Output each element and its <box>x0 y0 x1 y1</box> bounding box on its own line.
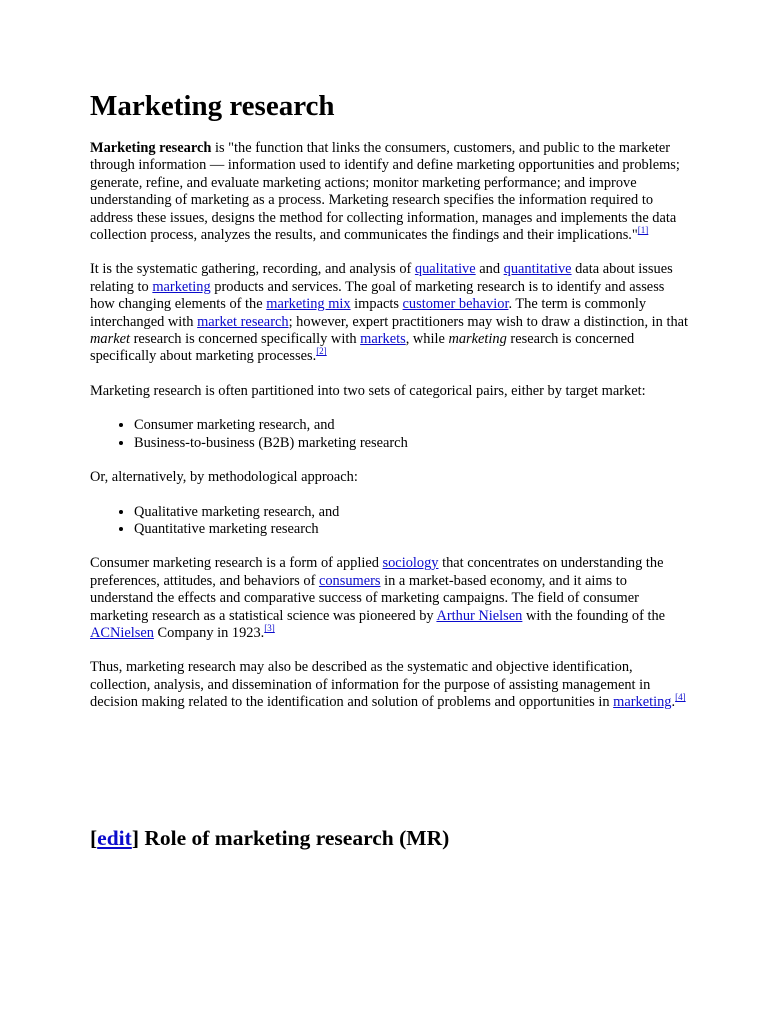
consumer-paragraph: Consumer marketing research is a form of applied sociology that concentrates on understanding the preferences, attitudes, and behaviors of consumers in a market-based economy, and it aims to understand the effects and comparative success of marketing campaigns. The field of consumer marketing research as a statistical science was pioneered by Arthur Nielsen with the founding of the ACNielsen Company in 1923.[3] <box>90 555 666 641</box>
methodology-list <box>90 504 690 539</box>
link-customer-behavior[interactable]: customer behavior <box>402 296 509 313</box>
list-item: • Quantitative marketing research <box>134 521 690 538</box>
term-bold: Marketing research <box>90 140 212 156</box>
link-markets[interactable]: markets <box>360 331 406 348</box>
target-market-list <box>90 417 690 452</box>
section-title: Role of marketing research (MR) <box>138 826 450 850</box>
link-quantitative[interactable]: quantitative <box>503 261 572 278</box>
link-marketing-2[interactable]: marketing <box>613 694 672 711</box>
method-paragraph: Or, alternatively, by methodological approach: <box>90 469 358 486</box>
intro-paragraph: Marketing research is "the function that links the consumers, customers, and public to the marketer through information — information used to identify and define marketing opportunities and problems; generate, refine, and evaluate marketing actions; monitor marketing performance; and improve understanding of marketing as a process. Marketing research specifies the information required to address these issues, designs the method for collecting information, manages and implements the data collection process, analyzes the results, and communicates the findings and their implications."[1] <box>90 140 680 244</box>
reference-link-3[interactable]: [3] <box>264 622 275 633</box>
definition-paragraph: It is the systematic gathering, recording, and analysis of qualitative and quantitative data about issues relating to marketing products and services. The goal of marketing research is to identify and assess how changing elements of the marketing mix impacts customer behavior. The term is commonly interchanged with market research; however, expert practitioners may wish to draw a distinction, in that market research is concerned specifically with markets, while marketing research is concerned specifically about marketing processes.[2] <box>90 261 689 365</box>
summary-paragraph: Thus, marketing research may also be described as the systematic and objective identification, collection, analysis, and dissemination of information for the purpose of assisting management in decision making related to the identification and solution of problems and opportunities in marketing.[4] <box>90 659 686 711</box>
list-item: • Consumer marketing research, and <box>134 417 690 434</box>
list-item: • Qualitative marketing research, and <box>134 504 690 521</box>
link-market-research[interactable]: market research <box>197 313 289 330</box>
article-body <box>90 88 690 729</box>
page-title: Marketing research <box>90 90 335 122</box>
link-sociology[interactable]: sociology <box>382 555 439 572</box>
reference-link-4[interactable]: [4] <box>675 692 686 703</box>
link-qualitative[interactable]: qualitative <box>414 261 476 278</box>
link-acnielsen[interactable]: ACNielsen <box>90 624 154 641</box>
link-marketing-mix[interactable]: marketing mix <box>266 296 351 313</box>
link-consumers[interactable]: consumers <box>318 572 381 589</box>
reference-link-1[interactable]: [1] <box>637 225 649 236</box>
link-arthur-nielsen[interactable]: Arthur Nielsen <box>436 607 523 624</box>
list-item: • Business-to-business (B2B) marketing research <box>134 435 690 452</box>
partition-paragraph: Marketing research is often partitioned into two sets of categorical pairs, either by target market: <box>90 382 646 399</box>
section-heading: [edit] Role of marketing research (MR) <box>90 826 450 850</box>
link-marketing[interactable]: marketing <box>152 278 211 295</box>
edit-link[interactable]: edit <box>97 826 132 850</box>
reference-link-2[interactable]: [2] <box>316 346 327 357</box>
